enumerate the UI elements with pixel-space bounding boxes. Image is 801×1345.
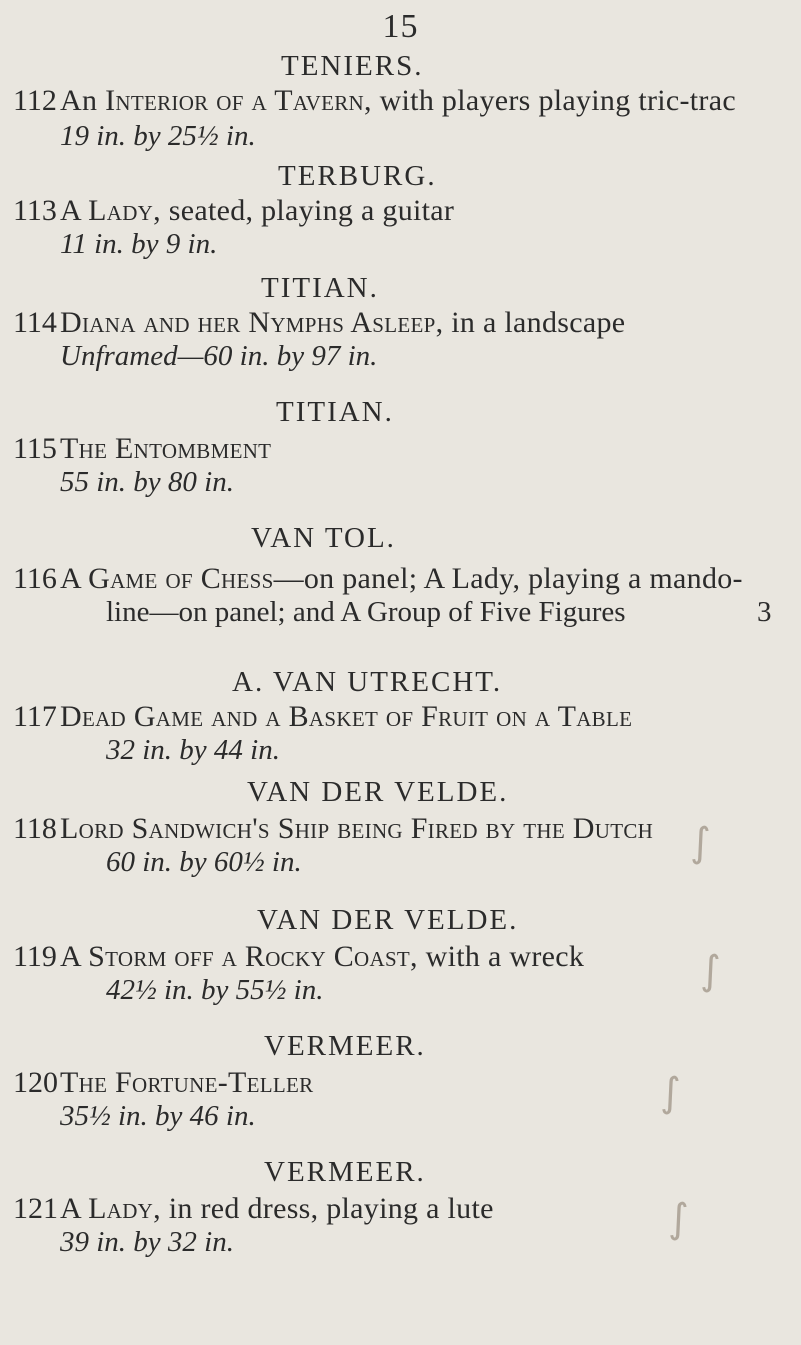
artist-name: TERBURG. xyxy=(278,160,437,192)
lot-dimensions: 39 in. by 32 in. xyxy=(60,1226,234,1258)
lot-dimensions: Unframed—60 in. by 97 in. xyxy=(60,340,378,372)
pencil-annotation-mark: ∫ xyxy=(668,1196,689,1242)
artist-name: TENIERS. xyxy=(281,50,424,82)
lot-description: Dead Game and a Basket of Fruit on a Table xyxy=(60,700,633,733)
lot-dimensions: 35½ in. by 46 in. xyxy=(60,1100,256,1132)
artist-name: TITIAN. xyxy=(261,272,379,304)
lot-number: 115 xyxy=(13,432,57,465)
lot-description: Lord Sandwich's Ship being Fired by the Dutch xyxy=(60,812,654,845)
lot-dimensions: 42½ in. by 55½ in. xyxy=(106,974,324,1006)
artist-name: VERMEER. xyxy=(264,1156,426,1188)
lot-description: A Lady, seated, playing a guitar xyxy=(60,194,455,227)
lot-description: A Lady, in red dress, playing a lute xyxy=(60,1192,494,1225)
lot-description: A Game of Chess—on panel; A Lady, playing a mando- xyxy=(60,562,743,595)
lot-dimensions: 19 in. by 25½ in. xyxy=(60,120,256,152)
lot-number: 121 xyxy=(13,1192,58,1225)
lot-description: A Storm off a Rocky Coast, with a wreck xyxy=(60,940,585,973)
lot-number: 118 xyxy=(13,812,57,845)
lot-count: 3 xyxy=(757,596,772,628)
lot-dimensions-continued: line—on panel; and A Group of Five Figures xyxy=(106,596,626,628)
lot-number: 116 xyxy=(13,562,57,595)
lot-dimensions: 60 in. by 60½ in. xyxy=(106,846,302,878)
pencil-annotation-mark: ∫ xyxy=(660,1070,681,1116)
artist-name: VAN DER VELDE. xyxy=(247,776,509,808)
artist-name: A. VAN UTRECHT. xyxy=(232,666,503,698)
lot-dimensions: 11 in. by 9 in. xyxy=(60,228,218,260)
artist-name: VAN TOL. xyxy=(251,522,396,554)
lot-dimensions: 32 in. by 44 in. xyxy=(106,734,280,766)
lot-number: 114 xyxy=(13,306,57,339)
lot-description: The Fortune-Teller xyxy=(60,1066,314,1099)
artist-name: VAN DER VELDE. xyxy=(257,904,519,936)
artist-name: TITIAN. xyxy=(276,396,394,428)
lot-number: 112 xyxy=(13,84,57,117)
lot-dimensions: 55 in. by 80 in. xyxy=(60,466,234,498)
lot-number: 113 xyxy=(13,194,57,227)
lot-number: 117 xyxy=(13,700,57,733)
artist-name: VERMEER. xyxy=(264,1030,426,1062)
lot-number: 120 xyxy=(13,1066,58,1099)
pencil-annotation-mark: ∫ xyxy=(690,820,711,866)
lot-description: Diana and her Nymphs Asleep, in a landscape xyxy=(60,306,626,339)
pencil-annotation-mark: ∫ xyxy=(700,948,721,994)
lot-description: An Interior of a Tavern, with players playing tric-trac xyxy=(60,84,736,117)
lot-description: The Entombment xyxy=(60,432,272,465)
page-number: 15 xyxy=(382,8,419,45)
lot-number: 119 xyxy=(13,940,57,973)
